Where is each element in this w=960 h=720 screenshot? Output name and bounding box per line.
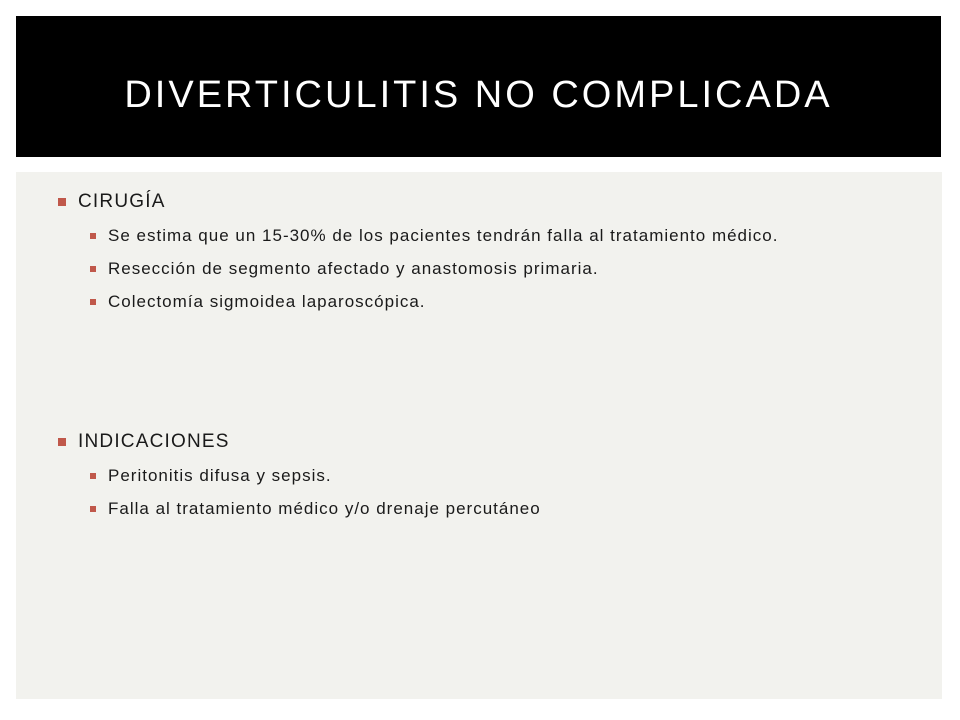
section-cirugia: [58, 190, 918, 323]
small-square-bullet-icon: [90, 299, 96, 305]
list-item-text: Peritonitis difusa y sepsis.: [108, 466, 332, 485]
list-item-text: Resección de segmento afectado y anastomosis primaria.: [108, 259, 599, 278]
list-item: [90, 464, 918, 488]
list-item-text: Colectomía sigmoidea laparoscópica.: [108, 292, 426, 311]
list-item-text: Falla al tratamiento médico y/o drenaje percutáneo: [108, 499, 541, 518]
list-item-text: Se estima que un 15-30% de los pacientes tendrán falla al tratamiento médico.: [108, 226, 779, 245]
section-heading: [58, 430, 918, 454]
section-heading: [58, 190, 918, 214]
small-square-bullet-icon: [90, 473, 96, 479]
slide-title: DIVERTICULITIS NO COMPLICADA: [124, 74, 833, 116]
square-bullet-icon: [58, 438, 66, 446]
section-indicaciones: [58, 430, 918, 530]
small-square-bullet-icon: [90, 233, 96, 239]
list-item: [90, 224, 918, 248]
list-item: [90, 497, 918, 521]
bullet-list: [90, 464, 918, 521]
small-square-bullet-icon: [90, 506, 96, 512]
content-area: [16, 172, 942, 699]
small-square-bullet-icon: [90, 266, 96, 272]
list-item: [90, 290, 918, 314]
list-item: [90, 257, 918, 281]
title-bar: [16, 16, 941, 157]
square-bullet-icon: [58, 198, 66, 206]
section-heading-text: INDICACIONES: [78, 431, 230, 452]
bullet-list: [90, 224, 918, 314]
section-heading-text: CIRUGÍA: [78, 191, 166, 212]
